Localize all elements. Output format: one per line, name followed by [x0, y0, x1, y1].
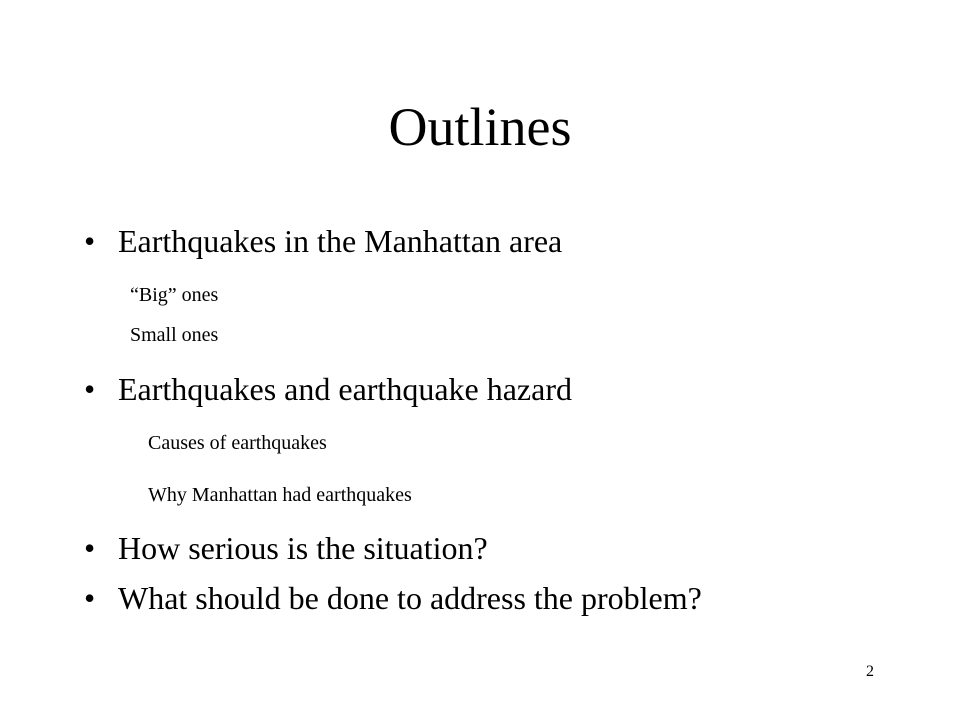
bullet-text: Earthquakes in the Manhattan area	[118, 223, 563, 259]
bullet-item-2	[84, 369, 572, 409]
sub-item-why-manhattan: Why Manhattan had earthquakes	[148, 484, 412, 506]
bullet-item-4	[84, 578, 702, 618]
sub-item-big-ones: “Big” ones	[130, 284, 219, 306]
slide-title: Outlines	[388, 97, 572, 157]
page-number: 2	[866, 663, 874, 680]
bullet-text: How serious is the situation?	[118, 530, 488, 566]
sub-item-small-ones: Small ones	[130, 324, 219, 346]
bullet-icon: •	[84, 223, 96, 259]
bullet-text: What should be done to address the problem?	[118, 580, 702, 616]
bullet-icon: •	[84, 371, 96, 407]
sub-item-causes: Causes of earthquakes	[148, 432, 327, 454]
bullet-text: Earthquakes and earthquake hazard	[118, 371, 572, 407]
bullet-icon: •	[84, 580, 96, 616]
bullet-item-3	[84, 528, 488, 568]
bullet-icon: •	[84, 530, 96, 566]
bullet-item-1	[84, 221, 562, 261]
